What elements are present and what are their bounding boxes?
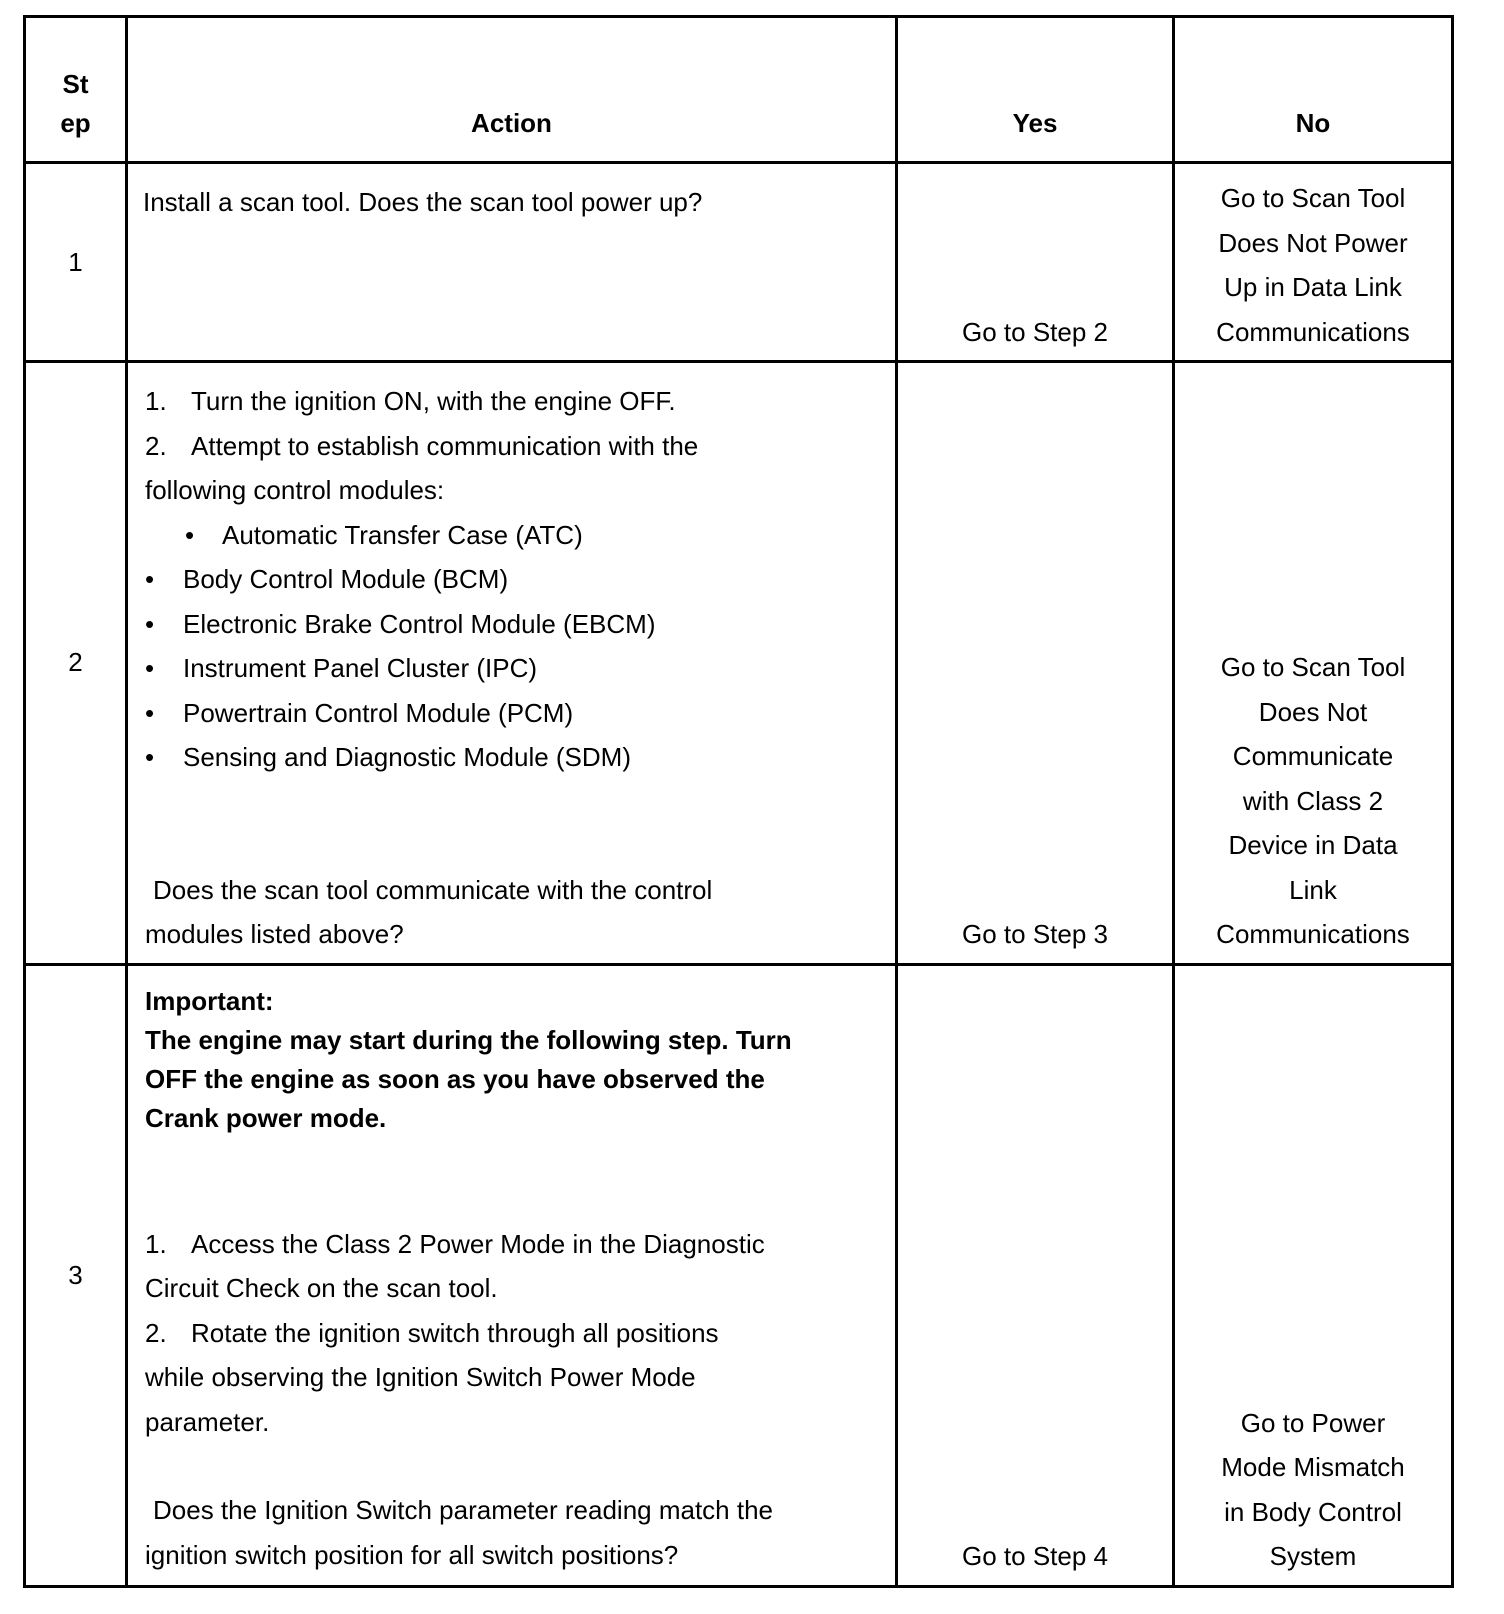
important-text: OFF the engine as soon as you have observed the <box>145 1063 765 1094</box>
header-step-line1: St <box>62 69 89 99</box>
question-text: Does the Ignition Switch parameter reading match the <box>153 1495 774 1525</box>
important-label: Important: <box>145 985 274 1016</box>
diagnostic-table <box>23 15 1454 1588</box>
header-step <box>25 17 127 163</box>
bullet-item: • Body Control Module (BCM) <box>145 564 509 594</box>
header-action: Action <box>127 17 897 163</box>
question-text: Does the scan tool communicate with the control <box>153 874 713 905</box>
question-text-cont: modules listed above? <box>145 919 404 949</box>
step-number: 2 <box>25 362 127 965</box>
header-step-line2: ep <box>60 108 91 138</box>
important-text: The engine may start during the following step. Turn <box>145 1024 792 1055</box>
no-link[interactable]: Go to Scan Tool Does Not Communicate with Class 2 Device in Data Link Communications <box>1216 652 1410 949</box>
numbered-item: 1. Access the Class 2 Power Mode in the Diagnostic <box>145 1228 765 1259</box>
action-text: Install a scan tool. Does the scan tool power up? <box>143 187 703 217</box>
bullet-item: • Instrument Panel Cluster (IPC) <box>145 653 538 683</box>
table-row-step-1 <box>25 163 1453 362</box>
action-cell <box>127 163 897 362</box>
yes-link[interactable]: Go to Step 4 <box>962 1541 1108 1571</box>
no-link[interactable]: Go to Scan Tool Does Not Power Up in Data Link Communications <box>1216 183 1410 347</box>
yes-cell <box>897 362 1174 965</box>
bullet-item: • Powertrain Control Module (PCM) <box>145 697 574 728</box>
step-number: 1 <box>25 163 127 362</box>
bullet-item: • Sensing and Diagnostic Module (SDM) <box>145 742 631 772</box>
question-text-cont: ignition switch position for all switch positions? <box>145 1539 679 1570</box>
numbered-continuation: parameter. <box>145 1406 270 1437</box>
numbered-continuation: following control modules: <box>145 475 445 505</box>
numbered-continuation: Circuit Check on the scan tool. <box>145 1273 498 1303</box>
yes-link[interactable]: Go to Step 3 <box>962 919 1108 949</box>
yes-cell <box>897 163 1174 362</box>
step-number: 3 <box>25 964 127 1586</box>
numbered-item: 2. Attempt to establish communication with the <box>145 430 699 461</box>
table-row-step-3 <box>25 964 1453 1586</box>
no-cell <box>1174 964 1453 1586</box>
no-cell <box>1174 163 1453 362</box>
no-link[interactable]: Go to Power Mode Mismatch in Body Control System <box>1221 1407 1405 1571</box>
numbered-continuation: while observing the Ignition Switch Power Mode <box>145 1362 696 1392</box>
yes-cell <box>897 964 1174 1586</box>
numbered-item: 2. Rotate the ignition switch through all positions <box>145 1317 719 1348</box>
header-row <box>25 17 1453 163</box>
bullet-item: • Automatic Transfer Case (ATC) <box>185 519 583 550</box>
action-cell <box>127 964 897 1586</box>
bullet-item: • Electronic Brake Control Module (EBCM) <box>145 608 656 639</box>
header-no: No <box>1174 17 1453 163</box>
header-yes: Yes <box>897 17 1174 163</box>
no-cell <box>1174 362 1453 965</box>
important-text: Crank power mode. <box>145 1102 387 1133</box>
yes-link[interactable]: Go to Step 2 <box>962 316 1108 347</box>
table-row-step-2 <box>25 362 1453 965</box>
action-cell <box>127 362 897 965</box>
numbered-item: 1. Turn the ignition ON, with the engine OFF. <box>145 386 676 416</box>
